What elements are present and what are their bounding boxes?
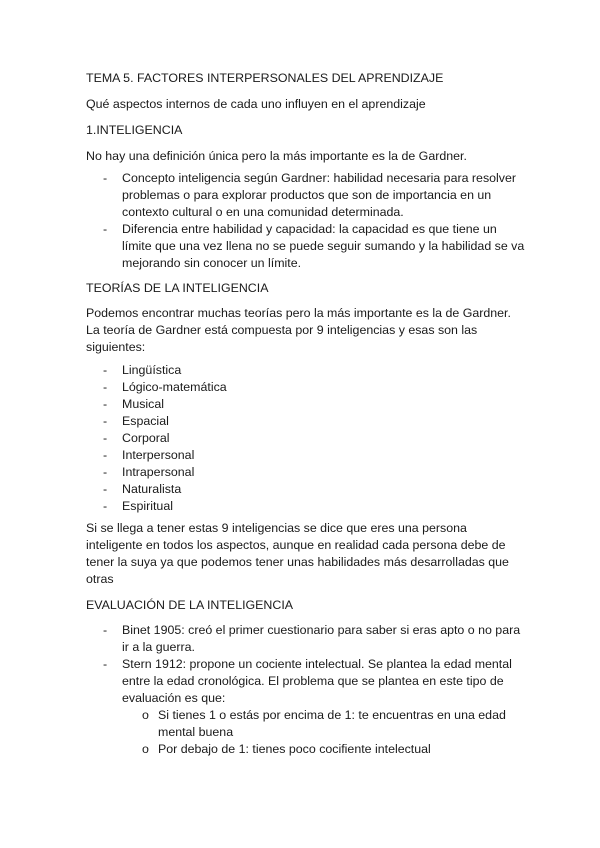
dash-marker: - (103, 657, 108, 671)
sub-list-item (122, 707, 526, 741)
list-item-text: Lingüística (122, 363, 182, 377)
list-item-text: Intrapersonal (122, 465, 195, 479)
dash-marker: - (103, 171, 108, 185)
list-item (86, 430, 526, 447)
list-item-text: Espiritual (122, 499, 173, 513)
dash-marker: - (103, 397, 108, 411)
circle-marker: o (142, 742, 149, 756)
circle-marker: o (142, 708, 149, 722)
list-item-text: Binet 1905: creó el primer cuestionario para saber si eras apto o no para ir a la guerra. (122, 623, 521, 654)
dash-marker: - (103, 499, 108, 513)
list-item (86, 396, 526, 413)
list-item (86, 170, 526, 221)
list-item-text: Musical (122, 397, 164, 411)
section-intro-inteligencia: No hay una definición única pero la más importante es la de Gardner. (86, 149, 467, 163)
evaluacion-sub-list (122, 707, 526, 758)
dash-marker: - (103, 380, 108, 394)
inteligencia-bullet-list (86, 170, 526, 272)
list-item (86, 498, 526, 515)
document-subtitle: Qué aspectos internos de cada uno influyen en el aprendizaje (86, 97, 426, 111)
section-heading-teorias: TEORÍAS DE LA INTELIGENCIA (86, 281, 269, 295)
dash-marker: - (103, 431, 108, 445)
section-intro-teorias: Podemos encontrar muchas teorías pero la más importante es la de Gardner. La teoría de Gardner está compuesta por 9 inteligencias y esas son las siguientes: (86, 306, 511, 354)
list-item (86, 464, 526, 481)
section-heading-inteligencia: 1.INTELIGENCIA (86, 123, 183, 137)
list-item (86, 481, 526, 498)
list-item (86, 362, 526, 379)
inteligencias-list (86, 362, 526, 515)
list-item (86, 447, 526, 464)
list-item-text: Corporal (122, 431, 170, 445)
dash-marker: - (103, 448, 108, 462)
section-outro-teorias: Si se llega a tener estas 9 inteligencias se dice que eres una persona inteligente en todos los aspectos, aunque en realidad cada persona debe de tener la suya ya que podemos tener unas habilidades más desarrolladas que otras (86, 521, 509, 586)
section-heading-evaluacion: EVALUACIÓN DE LA INTELIGENCIA (86, 598, 294, 612)
list-item-text: Concepto inteligencia según Gardner: habilidad necesaria para resolver problemas o para explorar productos que son de importancia en un contexto cultural o en una comunidad determinada. (122, 171, 516, 219)
sub-list-item-text: Si tienes 1 o estás por encima de 1: te encuentras en una edad mental buena (158, 708, 506, 739)
list-item (86, 221, 526, 272)
list-item-text: Diferencia entre habilidad y capacidad: la capacidad es que tiene un límite que una vez llena no se puede seguir sumando y la habilidad se va mejorando sin conocer un límite. (122, 222, 525, 270)
dash-marker: - (103, 414, 108, 428)
sub-list-item (122, 741, 526, 758)
list-item-text: Stern 1912: propone un cociente intelectual. Se plantea la edad mental entre la edad cronológica. El problema que se plantea en este tipo de evaluación es que: (122, 657, 512, 705)
list-item-text: Naturalista (122, 482, 182, 496)
dash-marker: - (103, 482, 108, 496)
dash-marker: - (103, 623, 108, 637)
dash-marker: - (103, 222, 108, 236)
list-item (86, 622, 526, 656)
dash-marker: - (103, 465, 108, 479)
list-item-text: Lógico-matemática (122, 380, 227, 394)
list-item-text: Interpersonal (122, 448, 195, 462)
list-item-text: Espacial (122, 414, 169, 428)
document-title: TEMA 5. FACTORES INTERPERSONALES DEL APRENDIZAJE (86, 71, 444, 85)
list-item (86, 413, 526, 430)
list-item (86, 656, 526, 758)
sub-list-item-text: Por debajo de 1: tienes poco cocifiente intelectual (158, 742, 431, 756)
list-item (86, 379, 526, 396)
dash-marker: - (103, 363, 108, 377)
evaluacion-bullet-list (86, 622, 526, 758)
